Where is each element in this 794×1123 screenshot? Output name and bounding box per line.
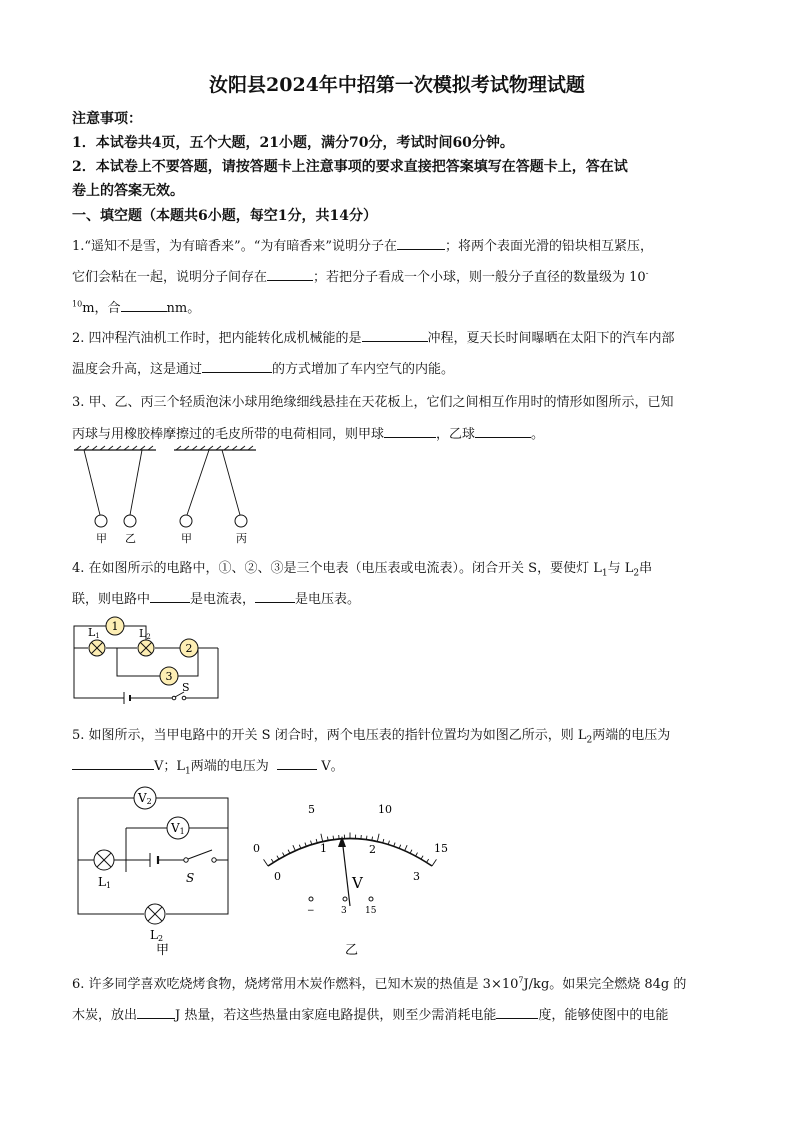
answer-blank[interactable]	[362, 329, 428, 342]
q1-text-a1: 1.“遥知不是雪，为有暗香来”。“为有暗香来”说明分子在	[72, 239, 397, 254]
dial-tick	[311, 841, 312, 845]
label-jia-left: 甲	[96, 532, 107, 545]
question-4-line-2	[72, 588, 360, 607]
upper-scale-0: 0	[253, 842, 260, 855]
q5-sub-b: 1	[185, 766, 191, 777]
notice-heading: 注意事项：	[72, 111, 142, 127]
dial-tick	[366, 836, 367, 840]
dial-tick	[405, 845, 407, 850]
dial-tick	[293, 845, 295, 850]
dial-tick	[388, 841, 389, 845]
figure-caption-yi: 乙	[345, 943, 359, 958]
voltmeter-v1-label: V1	[171, 821, 185, 836]
q3-text-b3: 。	[531, 427, 545, 442]
answer-blank[interactable]	[384, 425, 436, 438]
dial-terminals	[309, 897, 373, 901]
voltmeter-v2-label: V2	[138, 791, 152, 806]
thread-yi	[130, 450, 142, 515]
ball-jia-left	[95, 515, 107, 527]
meter-3-label: 3	[165, 670, 173, 683]
q5-sub-a: 2	[586, 735, 593, 746]
q1-exponent-value: 10	[72, 299, 83, 309]
q4-text-b1: 联，则电路中	[72, 592, 151, 607]
q4-sub-1: 1	[601, 568, 608, 579]
question-4-line-1	[72, 557, 652, 579]
meter-2-label: 2	[185, 642, 193, 655]
switch-q5-label: S	[186, 871, 195, 885]
answer-blank[interactable]	[496, 1006, 538, 1019]
q6-sup: 7	[518, 975, 524, 985]
q5-text-b3: V。	[321, 759, 344, 774]
dial-tick	[421, 856, 423, 859]
q5-text-a2: 两端的电压为	[592, 728, 671, 743]
label-jia-right: 甲	[181, 532, 192, 545]
dial-tick	[277, 856, 279, 859]
question-5-line-2	[72, 755, 344, 777]
q1-text-c2: nm。	[166, 301, 201, 316]
lower-scale-3: 3	[413, 870, 420, 883]
meter-1-label: 1	[111, 620, 119, 633]
answer-blank[interactable]	[267, 268, 313, 281]
dial-tick	[333, 836, 334, 840]
dial-tick	[305, 843, 306, 847]
lamp-l1	[89, 640, 105, 656]
terminal-15: 15	[365, 906, 377, 916]
question-5-line-1	[72, 724, 670, 746]
answer-blank[interactable]	[137, 1006, 175, 1019]
circuit-figure-q4	[72, 612, 232, 704]
dial-pointer	[338, 836, 350, 906]
q4-text-a1: 4. 在如图所示的电路中，①、②、③是三个电表（电压表或电流表）。闭合开关 S，要使灯 L	[72, 561, 602, 576]
lower-scale-0: 0	[274, 870, 281, 883]
answer-blank[interactable]	[202, 360, 272, 373]
q6-text-a1: 6. 许多同学喜欢吃烧烤食物，烧烤常用木炭作燃料，已知木炭的热值是 3×10	[72, 977, 519, 992]
battery-q5	[150, 853, 158, 867]
question-3-line-1: 3. 甲、乙、丙三个轻质泡沫小球用绝缘细线悬挂在天花板上，它们之间相互作用时的情形如图所示，已知	[72, 395, 674, 410]
notice-item-1: 1．本试卷共4页，五个大题，21小题，满分70分，考试时间60分钟。	[72, 135, 514, 151]
lamp-l2-label: L2	[139, 627, 151, 641]
question-1-line-2	[72, 266, 648, 285]
answer-blank[interactable]	[72, 757, 154, 770]
q1-exponent-sign: -	[645, 268, 649, 278]
q3-text-b2: ，乙球	[436, 427, 476, 442]
question-6-line-1	[72, 973, 686, 992]
ball-jia-right	[180, 515, 192, 527]
thread-jia-left	[84, 450, 100, 515]
lamp-l1-q5-label: L1	[98, 875, 112, 890]
hanging-balls-figure	[72, 446, 262, 546]
switch-q4-label: S	[182, 681, 190, 694]
question-2-line-1	[72, 327, 675, 346]
upper-scale-15: 15	[434, 842, 448, 855]
thread-bing	[222, 450, 240, 515]
circuit-figure-jia	[74, 786, 234, 956]
q2-text-b2: 的方式增加了车内空气的内能。	[272, 362, 455, 377]
lamp-l2-q5-label: L2	[150, 928, 164, 943]
label-bing: 丙	[236, 532, 247, 545]
q5-text-b1: V；L	[154, 759, 186, 774]
lamp-l1-q5	[94, 850, 114, 870]
switch-q5	[184, 850, 216, 862]
q3-text-b1: 丙球与用橡胶棒摩擦过的毛皮所带的电荷相同，则甲球	[72, 427, 385, 442]
q6-text-b2: J 热量，若这些热量由家庭电路提供，则至少需消耗电能	[175, 1008, 497, 1023]
upper-scale-5: 5	[308, 803, 315, 816]
notice-item-2b: 卷上的答案无效。	[72, 183, 184, 199]
q1-text-b1: 它们会粘在一起，说明分子间存在	[72, 270, 268, 285]
answer-blank[interactable]	[277, 757, 317, 770]
dial-arc	[268, 839, 432, 867]
q6-text-b1: 木炭，放出	[72, 1008, 138, 1023]
ball-bing	[235, 515, 247, 527]
q1-text-c1: m，合	[82, 301, 121, 316]
dial-tick	[410, 850, 412, 854]
thread-jia-right	[187, 450, 209, 515]
battery-q4	[124, 692, 130, 704]
terminal-negative: −	[307, 906, 315, 916]
lamp-l2	[138, 640, 154, 656]
q1-text-a2: ；将两个表面光滑的铅块相互紧压，	[445, 239, 654, 254]
q2-text-b1: 温度会升高，这是通过	[72, 362, 203, 377]
q4-text-b2: 是电流表，	[190, 592, 256, 607]
answer-blank[interactable]	[475, 425, 531, 438]
q4-text-b3: 是电压表。	[295, 592, 361, 607]
upper-scale-10: 10	[378, 803, 392, 816]
ball-yi	[124, 515, 136, 527]
question-1-line-1	[72, 235, 653, 254]
question-6-line-2	[72, 1004, 668, 1023]
dial-tick	[432, 859, 436, 866]
notice-item-2a: 2．本试卷上不要答题，请按答题卡上注意事项的要求直接把答案填写在答题卡上，答在试	[72, 159, 628, 175]
answer-blank[interactable]	[150, 590, 190, 603]
q5-text-a1: 5. 如图所示，当甲电路中的开关 S 闭合时，两个电压表的指针位置均为如图乙所示，则 L	[72, 728, 587, 743]
dial-tick	[416, 853, 418, 857]
dial-tick	[427, 859, 429, 862]
voltmeter-dial-figure	[250, 796, 460, 958]
q4-sub-2: 2	[633, 568, 640, 579]
q2-text-a1: 2. 四冲程汽油机工作时，把内能转化成机械能的是	[72, 331, 362, 346]
dial-tick	[377, 834, 379, 842]
lower-scale-2: 2	[369, 843, 376, 856]
answer-blank[interactable]	[397, 237, 445, 250]
q5-text-b2: 两端的电压为	[190, 759, 269, 774]
dial-tick	[264, 859, 268, 866]
terminal-3: 3	[341, 906, 347, 916]
q4-text-a3: 串	[639, 561, 653, 576]
question-1-line-3	[72, 297, 200, 316]
lamp-l1-label: L1	[88, 626, 100, 640]
dial-tick	[288, 850, 290, 854]
answer-blank[interactable]	[255, 590, 295, 603]
section-1-heading: 一、填空题（本题共6小题，每空1分，共14分）	[72, 208, 377, 224]
lower-scale-1: 1	[320, 842, 327, 855]
dial-tick	[283, 853, 285, 857]
figure-caption-jia: 甲	[156, 943, 170, 958]
dial-ticks	[264, 833, 437, 867]
q1-text-b2: ；若把分子看成一个小球，则一般分子直径的数量级为 10	[313, 270, 646, 285]
answer-blank[interactable]	[121, 299, 167, 312]
dial-unit: V	[352, 874, 363, 892]
dial-tick	[271, 859, 273, 862]
q2-text-a2: 冲程，夏天长时间曝晒在太阳下的汽车内部	[427, 331, 675, 346]
dial-tick	[321, 834, 323, 842]
q6-text-a2: J/kg。如果完全燃烧 84g 的	[523, 977, 687, 992]
lamp-l2-q5	[145, 904, 165, 924]
label-yi: 乙	[125, 532, 136, 545]
question-2-line-2	[72, 358, 454, 377]
q4-text-a2: 与 L	[607, 561, 634, 576]
question-3-line-2	[72, 423, 544, 442]
q6-text-b3: 度，能够使图中的电能	[538, 1008, 669, 1023]
page-title: 汝阳县2024年中招第一次模拟考试物理试题	[209, 74, 585, 96]
dial-tick	[394, 843, 395, 847]
